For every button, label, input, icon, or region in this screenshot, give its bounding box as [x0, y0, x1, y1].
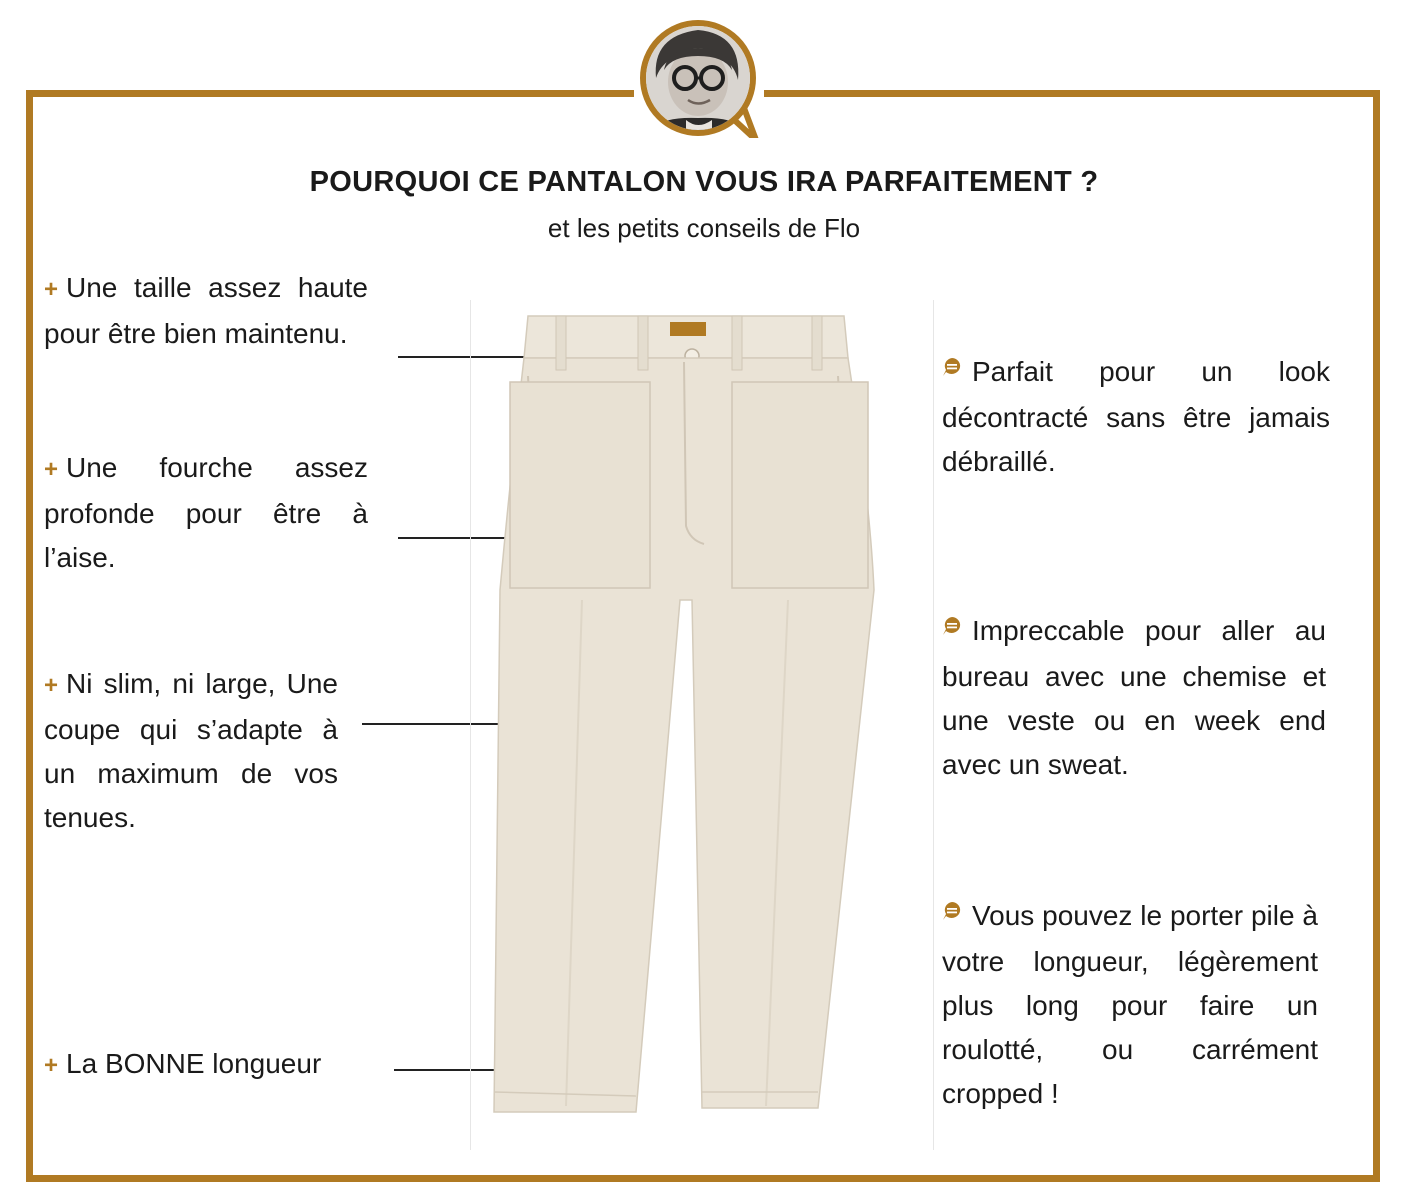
page-title: POURQUOI CE PANTALON VOUS IRA PARFAITEMENT ?	[309, 166, 1099, 198]
avatar-portrait-icon	[634, 8, 764, 138]
page-subtitle: et les petits conseils de Flo	[547, 213, 861, 243]
tip-item-length: Vous pouvez le porter pile à votre longueur, légèrement plus long pour faire un roulotté, ou carrément cropped !	[942, 894, 1318, 1116]
tip-item-casual: Parfait pour un look décontracté sans être jamais débraillé.	[942, 350, 1330, 484]
speech-bubble-icon	[942, 346, 962, 390]
feature-item-rise: + Une fourche assez profonde pour être à l’aise.	[44, 452, 368, 573]
plus-icon: +	[44, 456, 59, 483]
plus-icon: +	[44, 672, 59, 699]
plus-icon: +	[44, 1052, 59, 1079]
speech-bubble-icon	[942, 605, 962, 649]
speech-bubble-icon	[942, 890, 962, 934]
feature-item-fit: + Ni slim, ni large, Une coupe qui s’adapte à un maximum de vos tenues.	[44, 668, 338, 833]
pants-product-image	[470, 300, 936, 1150]
feature-item-waist: + Une taille assez haute pour être bien maintenu.	[44, 272, 368, 349]
plus-icon: +	[44, 276, 59, 303]
feature-item-length: + La BONNE longueur	[44, 1048, 322, 1079]
avatar	[634, 8, 764, 138]
tip-item-office: Impreccable pour aller au bureau avec une chemise et une veste ou en week end avec un sweat.	[942, 609, 1326, 787]
